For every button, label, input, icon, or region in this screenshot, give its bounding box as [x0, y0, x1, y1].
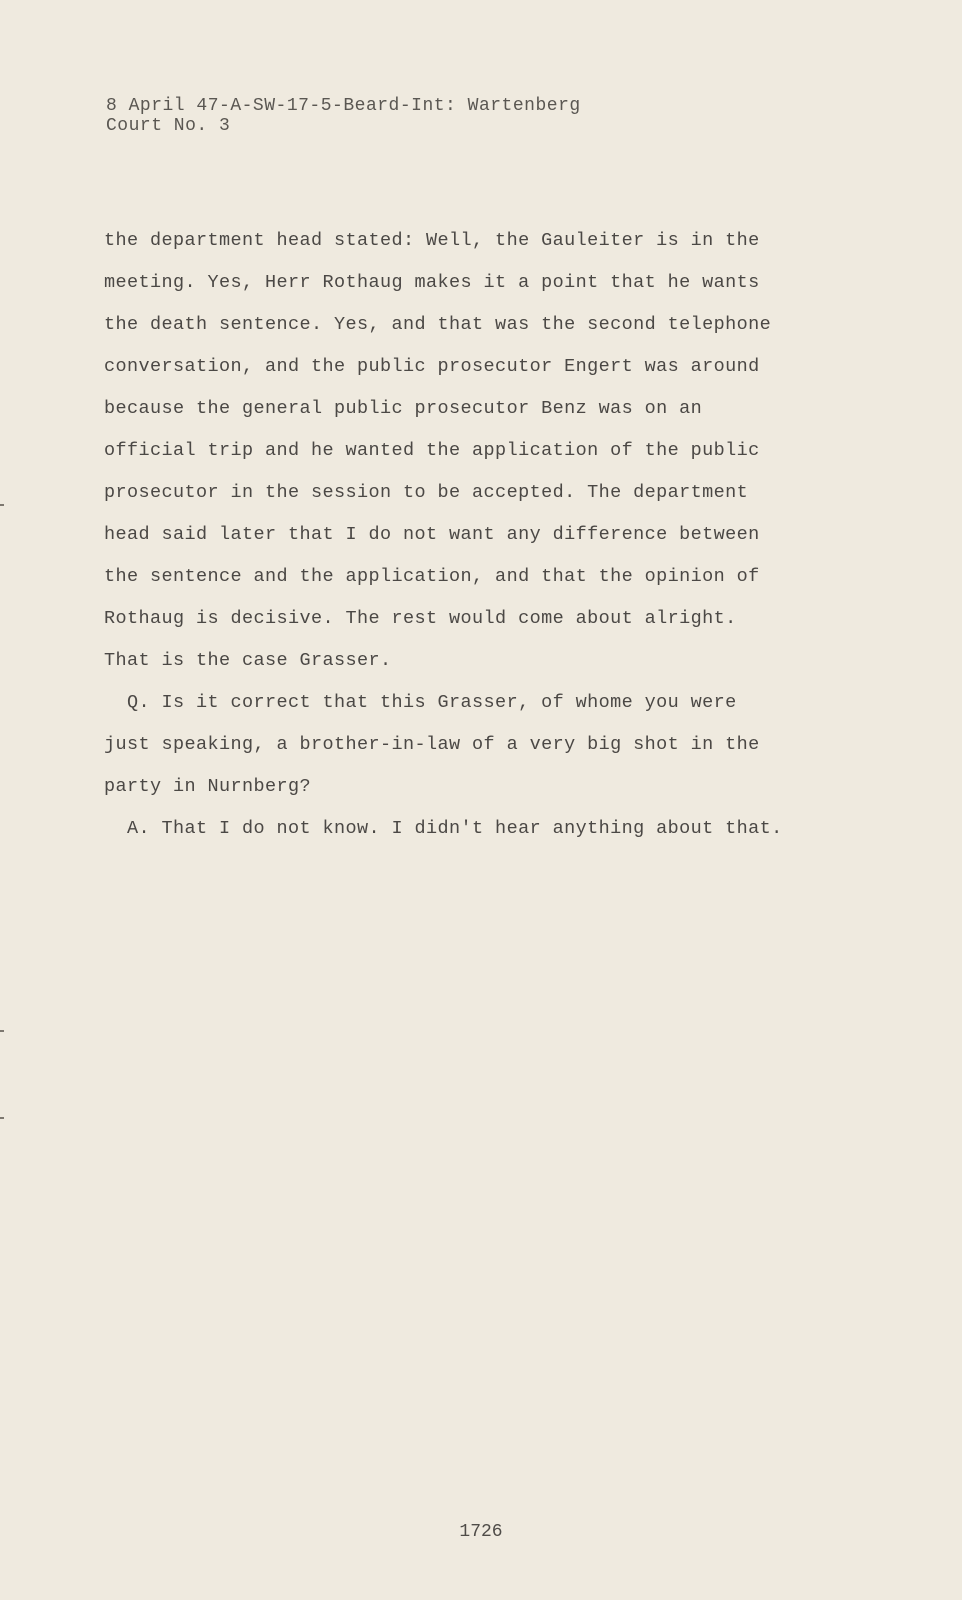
margin-mark — [0, 1117, 4, 1119]
transcript-line: because the general public prosecutor Benz was on an — [104, 398, 703, 419]
answer-line: A. That I do not know. I didn't hear anything about that. — [104, 818, 783, 839]
document-header — [106, 96, 581, 136]
transcript-line: meeting. Yes, Herr Rothaug makes it a point that he wants — [104, 272, 760, 293]
transcript-line: the sentence and the application, and that the opinion of — [104, 566, 760, 587]
transcript-line: That is the case Grasser. — [104, 650, 392, 671]
transcript-body — [104, 220, 824, 850]
transcript-line: just speaking, a brother-in-law of a very big shot in the — [104, 734, 760, 755]
transcript-line: prosecutor in the session to be accepted. The department — [104, 482, 749, 503]
transcript-line: the department head stated: Well, the Gauleiter is in the — [104, 230, 760, 251]
margin-mark — [0, 504, 4, 506]
header-court-line: Court No. 3 — [106, 116, 231, 136]
transcript-line: Rothaug is decisive. The rest would come about alright. — [104, 608, 737, 629]
header-reference-line: 8 April 47-A-SW-17-5-Beard-Int: Wartenberg — [106, 96, 581, 116]
transcript-line: the death sentence. Yes, and that was the second telephone — [104, 314, 772, 335]
transcript-line: conversation, and the public prosecutor Engert was around — [104, 356, 760, 377]
transcript-line: head said later that I do not want any difference between — [104, 524, 760, 545]
page-number: 1726 — [459, 1522, 503, 1542]
question-line: Q. Is it correct that this Grasser, of whome you were — [104, 692, 737, 713]
margin-mark — [0, 1030, 4, 1032]
transcript-line: official trip and he wanted the application of the public — [104, 440, 760, 461]
transcript-line: party in Nurnberg? — [104, 776, 312, 797]
